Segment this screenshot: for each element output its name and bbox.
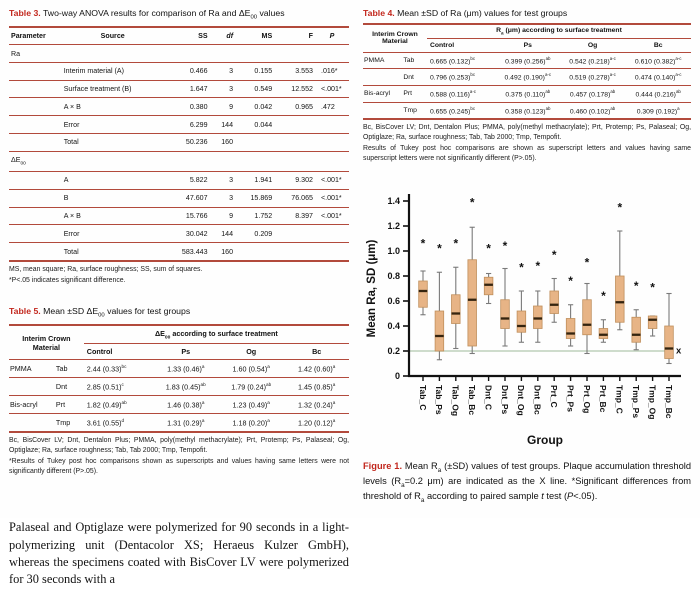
box-Tmp_Bc bbox=[665, 294, 674, 364]
table3-row bbox=[9, 62, 349, 80]
table-cell: Error bbox=[62, 116, 164, 134]
table3-row bbox=[9, 172, 349, 190]
brand-code-cell: Prt bbox=[402, 85, 427, 102]
table3-row bbox=[9, 134, 349, 152]
value-cell: 1.42 $(0.60)^a$ bbox=[298, 364, 336, 374]
table4-row bbox=[363, 52, 691, 69]
y-tick-label: 0.2 bbox=[387, 346, 400, 357]
box-rect bbox=[435, 311, 444, 351]
x-tick-label: Tmp_Bc bbox=[663, 385, 674, 419]
box-Dnt_Bc bbox=[534, 259, 543, 342]
table-cell: A × B bbox=[62, 98, 164, 116]
table-cell: 30.042 bbox=[164, 225, 210, 243]
table-cell: 15.766 bbox=[164, 207, 210, 225]
significance-star: * bbox=[617, 200, 623, 215]
table5-row bbox=[9, 360, 349, 378]
col-bc: Bc bbox=[284, 344, 349, 360]
table5-row bbox=[9, 414, 349, 432]
brand-code-cell: Dnt bbox=[55, 378, 84, 396]
x-tick-label: Tab_Og bbox=[450, 385, 461, 417]
material-cell: PMMA bbox=[10, 364, 32, 374]
table-cell: Surface treatment (B) bbox=[62, 80, 164, 98]
table5-row bbox=[9, 396, 349, 414]
table-cell bbox=[9, 62, 62, 80]
material-cell bbox=[363, 69, 402, 86]
table-cell bbox=[315, 243, 349, 261]
table-cell: B bbox=[62, 189, 164, 207]
significance-star: * bbox=[420, 236, 426, 251]
x-tick-label: Dnt_Ps bbox=[499, 385, 510, 415]
box-rect bbox=[468, 260, 477, 346]
table3-row bbox=[9, 189, 349, 207]
box-rect bbox=[484, 277, 493, 295]
value-cell: 0.665 $(0.132)^{bc}$ bbox=[429, 55, 476, 66]
table-cell bbox=[235, 243, 274, 261]
box-rect bbox=[501, 300, 510, 329]
table-cell: 5.822 bbox=[164, 172, 210, 190]
significance-star: * bbox=[453, 236, 459, 251]
col-df: df bbox=[210, 27, 236, 45]
value-cell: 0.309 $(0.192)^a$ bbox=[625, 102, 691, 119]
x-tick-label: Tmp_Og bbox=[647, 385, 658, 420]
table3-row bbox=[9, 207, 349, 225]
table-cell: 9 bbox=[210, 98, 236, 116]
table-cell: 6.299 bbox=[164, 116, 210, 134]
table5-title-text: Mean ±SD $\Delta E_{00}$ values for test groups bbox=[40, 305, 191, 319]
col-ps: Ps bbox=[153, 344, 218, 360]
table-cell bbox=[9, 98, 62, 116]
material-cell bbox=[9, 414, 55, 432]
col-og: Og bbox=[218, 344, 284, 360]
box-rect bbox=[452, 295, 461, 324]
table-cell: 144 bbox=[210, 225, 236, 243]
y-tick-label: 1.0 bbox=[387, 246, 400, 257]
material-cell: PMMA bbox=[364, 56, 385, 64]
box-rect bbox=[566, 319, 575, 339]
box-Tab_Bc bbox=[468, 196, 477, 354]
box-Tmp_Og bbox=[648, 281, 657, 337]
table3-param-row: Ra bbox=[9, 45, 349, 63]
table-cell: .016* bbox=[315, 62, 349, 80]
boxplot-svg bbox=[363, 190, 691, 450]
table5-footnote-abbrev: Bc, BisCover LV; Dnt, Dentalon Plus; PMMA, poly(methyl methacrylate); Prt, Protemp; Ps, Palaseal; Og, Optiglaze; Ra, surface roughness; Tab, Tab 2000; Tmp, Tempofit. bbox=[9, 437, 349, 455]
table-cell: 3 bbox=[210, 172, 236, 190]
body-paragraph: Palaseal and Optiglaze were polymerized for 90 seconds in a light-polymerizing unit (Dentacolor XS; Heraeus Kulzer GmbH), whereas the specimens coated with BisCover LV were polymerized for 30 seconds with a bbox=[9, 520, 349, 587]
table-cell: <.001* bbox=[315, 207, 349, 225]
table-cell: <.001* bbox=[315, 172, 349, 190]
table3-label: Table 3. bbox=[9, 8, 41, 18]
table-cell: 1.752 bbox=[235, 207, 274, 225]
value-cell: 1.33 $(0.46)^a$ bbox=[167, 364, 205, 374]
table-cell bbox=[9, 207, 62, 225]
table5-body bbox=[9, 360, 349, 432]
box-rect bbox=[616, 276, 625, 322]
brand-code-cell: Tab bbox=[55, 364, 68, 374]
threshold-line bbox=[410, 346, 682, 357]
value-cell: 0.444 $(0.216)^{ab}$ bbox=[625, 85, 691, 102]
table5-footnote-sig: *Results of Tukey post hoc comparisons shown as superscripts and values having same letters were not significantly different (P>.05). bbox=[9, 458, 349, 476]
y-tick-label: 0 bbox=[394, 371, 400, 382]
significance-star: * bbox=[486, 241, 491, 256]
y-tick-label: 0.8 bbox=[387, 271, 400, 282]
significance-star: * bbox=[519, 260, 524, 275]
table5-label: Table 5. bbox=[9, 305, 41, 316]
col-source: Source bbox=[62, 27, 164, 45]
x-tick-label: Tab_C bbox=[417, 385, 428, 411]
x-tick-label: Prt_C bbox=[549, 385, 559, 408]
x-tick-label: Tmp_C bbox=[614, 385, 625, 414]
table-cell: .472 bbox=[315, 98, 349, 116]
table-cell bbox=[315, 225, 349, 243]
table-cell: 3 bbox=[210, 189, 236, 207]
value-cell: 0.474 $(0.140)^{a-c}$ bbox=[625, 69, 691, 86]
value-cell: 1.83 $(0.45)^{ab}$ bbox=[153, 378, 218, 396]
table-cell bbox=[235, 134, 274, 152]
significance-star: * bbox=[633, 279, 639, 294]
significance-star: * bbox=[601, 289, 606, 304]
table5-row bbox=[9, 378, 349, 396]
significance-star: * bbox=[568, 274, 573, 289]
table3-footnote-abbrev: MS, mean square; Ra, surface roughness; SS, sum of squares. bbox=[9, 265, 203, 273]
significance-star: * bbox=[584, 255, 590, 270]
col-bc: Bc bbox=[625, 39, 691, 52]
table-cell: Total bbox=[62, 243, 164, 261]
box-Prt_Ps bbox=[566, 274, 575, 346]
table4-label: Table 4. bbox=[363, 8, 395, 18]
brand-code-cell: Prt bbox=[55, 396, 84, 414]
box-rect bbox=[665, 326, 674, 359]
col-control: Control bbox=[427, 39, 496, 52]
table-cell bbox=[9, 116, 62, 134]
value-cell: 0.460 $(0.102)^{ab}$ bbox=[560, 102, 626, 119]
box-Tmp_Ps bbox=[632, 279, 641, 350]
table5-span-header: $\Delta E_{00}$ according to surface treatment bbox=[84, 325, 349, 344]
col-ps: Ps bbox=[496, 39, 560, 52]
y-tick-label: 0.6 bbox=[387, 296, 400, 307]
box-Dnt_C bbox=[484, 242, 493, 304]
table3-section bbox=[9, 8, 349, 286]
value-cell: 1.79 $(0.24)^{ab}$ bbox=[218, 378, 284, 396]
table-cell: 0.155 bbox=[235, 62, 274, 80]
table-cell bbox=[9, 189, 62, 207]
table5-title bbox=[9, 306, 349, 320]
table-cell bbox=[9, 225, 62, 243]
col-parameter: Parameter bbox=[9, 27, 62, 45]
table-cell bbox=[274, 225, 315, 243]
table-cell: 9 bbox=[210, 207, 236, 225]
table4-footnote-tukey: Results of Tukey post hoc comparisons are shown as superscript letters and values having same superscript letters were not significantly different (P>.05). bbox=[363, 145, 691, 163]
significance-star: * bbox=[650, 280, 655, 295]
significance-star: * bbox=[437, 241, 442, 256]
box-rect bbox=[517, 311, 526, 332]
significance-star: * bbox=[469, 195, 475, 210]
box-Prt_Og bbox=[583, 256, 592, 354]
table-cell: 0.044 bbox=[235, 116, 274, 134]
brand-code-cell: Tab bbox=[403, 56, 415, 64]
table-cell: Error bbox=[62, 225, 164, 243]
table3-footnote-sig: *P<.05 indicates significant difference. bbox=[9, 276, 126, 284]
y-axis-title: Mean Ra, SD (μm) bbox=[366, 239, 378, 338]
x-tick-label: Prt_Ps bbox=[565, 385, 576, 413]
value-cell: 0.358 $(0.123)^{ab}$ bbox=[496, 102, 560, 119]
table-cell: A bbox=[62, 172, 164, 190]
table4-title bbox=[363, 8, 691, 19]
x-tick-label: Tab_Ps bbox=[434, 385, 445, 415]
value-cell: 3.61 $(0.55)^d$ bbox=[84, 414, 154, 432]
table-cell bbox=[9, 134, 62, 152]
table-cell bbox=[274, 116, 315, 134]
value-cell: 0.492 $(0.190)^{a-c}$ bbox=[496, 69, 560, 86]
right-column bbox=[363, 6, 691, 518]
table-cell bbox=[9, 172, 62, 190]
value-cell: 1.32 $(0.24)^a$ bbox=[284, 396, 349, 414]
box-Prt_C bbox=[550, 248, 559, 322]
box-Dnt_Ps bbox=[501, 239, 510, 346]
table3-row bbox=[9, 225, 349, 243]
table-cell: <.001* bbox=[315, 189, 349, 207]
table-cell: 3 bbox=[210, 62, 236, 80]
material-cell bbox=[363, 102, 402, 119]
table3 bbox=[9, 26, 349, 262]
table-cell: A × B bbox=[62, 207, 164, 225]
x-tick-label: Dnt_Bc bbox=[532, 385, 543, 415]
value-cell: 1.31 $(0.29)^a$ bbox=[153, 414, 218, 432]
material-cell: Bis-acryl bbox=[9, 396, 55, 414]
col-control: Control bbox=[84, 344, 154, 360]
figure1-caption: Figure 1. Mean $R_a$ (±SD) values of test groups. Plaque accumulation threshold levels ($R_a=0.2$ μm) are indicated as the X line. *Significant differences from threshold of $R_a$ according to paired sample t test (P<.05). bbox=[363, 461, 692, 505]
table3-body bbox=[9, 45, 349, 261]
table-cell bbox=[9, 243, 62, 261]
box-rect bbox=[648, 316, 657, 329]
value-cell: 0.519 $(0.278)^{a-c}$ bbox=[560, 69, 626, 86]
col-f: F bbox=[274, 27, 315, 45]
table-cell bbox=[274, 243, 315, 261]
table4 bbox=[363, 23, 691, 120]
significance-star: * bbox=[502, 239, 508, 254]
value-cell: 0.457 $(0.178)^{ab}$ bbox=[560, 85, 626, 102]
table4-title-text: Mean ±SD of Ra (μm) values for test groups bbox=[394, 8, 568, 18]
table-cell: 8.397 bbox=[274, 207, 315, 225]
x-tick-label: Prt_Bc bbox=[598, 385, 609, 413]
x-axis-title: Group bbox=[527, 433, 563, 448]
box-rect bbox=[419, 281, 428, 307]
table-cell: Total bbox=[62, 134, 164, 152]
table-cell: 0.209 bbox=[235, 225, 274, 243]
box-rect bbox=[632, 317, 641, 342]
col-og: Og bbox=[560, 39, 626, 52]
table-cell: 47.607 bbox=[164, 189, 210, 207]
value-cell: 0.655 $(0.245)^{bc}$ bbox=[427, 102, 496, 119]
table3-row bbox=[9, 243, 349, 261]
x-tick-label: Prt_Og bbox=[581, 385, 592, 414]
table-cell: 15.869 bbox=[235, 189, 274, 207]
value-cell: 0.588 $(0.116)^{a-c}$ bbox=[427, 85, 496, 102]
table-cell bbox=[315, 116, 349, 134]
table4-row bbox=[363, 85, 691, 102]
table-cell: 0.466 bbox=[164, 62, 210, 80]
significance-star: * bbox=[551, 248, 557, 263]
significance-star: * bbox=[535, 259, 541, 274]
table3-header-row bbox=[9, 27, 349, 45]
value-cell: 1.82 $(0.49)^{ab}$ bbox=[84, 396, 154, 414]
table-cell: 160 bbox=[210, 134, 236, 152]
table-cell: 12.552 bbox=[274, 80, 315, 98]
value-cell: 0.399 $(0.256)^{ab}$ bbox=[505, 55, 551, 66]
box-rect bbox=[599, 329, 608, 339]
table-cell: 144 bbox=[210, 116, 236, 134]
table-cell bbox=[9, 80, 62, 98]
y-tick-label: 1.2 bbox=[387, 221, 400, 232]
table5-col1-header: Interim Crown Material bbox=[9, 325, 84, 360]
value-cell: 2.85 $(0.51)^c$ bbox=[84, 378, 154, 396]
table-cell: 3.553 bbox=[274, 62, 315, 80]
table4-header-row1 bbox=[363, 24, 691, 39]
table4-span-header: $R_a$ (μm) according to surface treatment bbox=[427, 24, 691, 39]
table4-col1-header: Interim Crown Material bbox=[363, 24, 427, 52]
box-Tab_C bbox=[419, 237, 428, 315]
value-cell: 0.610 $(0.382)^{a-c}$ bbox=[634, 55, 682, 66]
table4-section bbox=[363, 8, 691, 164]
table-cell: 0.549 bbox=[235, 80, 274, 98]
table3-row bbox=[9, 98, 349, 116]
table3-param-row: $\Delta E_{00}$ bbox=[9, 151, 349, 171]
col-p: P bbox=[315, 27, 349, 45]
box-rect bbox=[534, 306, 543, 329]
table-cell bbox=[315, 134, 349, 152]
col-ss: SS bbox=[164, 27, 210, 45]
value-cell: 0.796 $(0.253)^{bc}$ bbox=[427, 69, 496, 86]
table-cell: Interim material (A) bbox=[62, 62, 164, 80]
value-cell: 1.18 $(0.20)^a$ bbox=[218, 414, 284, 432]
table3-row bbox=[9, 80, 349, 98]
y-tick-label: 0.4 bbox=[387, 321, 400, 332]
table-cell: 76.065 bbox=[274, 189, 315, 207]
table-cell: 1.647 bbox=[164, 80, 210, 98]
material-cell: Bis-acryl bbox=[363, 85, 402, 102]
table3-title-text: Two-way ANOVA results for comparison of Ra and $\Delta E_{00}$ values bbox=[40, 8, 285, 21]
box-rect bbox=[550, 291, 559, 314]
box-rect bbox=[583, 300, 592, 335]
brand-code-cell: Dnt bbox=[402, 69, 427, 86]
value-cell: 2.44 $(0.33)^{bc}$ bbox=[86, 364, 127, 374]
value-cell: 1.46 $(0.38)^a$ bbox=[153, 396, 218, 414]
table-cell: 50.236 bbox=[164, 134, 210, 152]
table-cell: 583.443 bbox=[164, 243, 210, 261]
table5 bbox=[9, 324, 349, 433]
table-cell: 3 bbox=[210, 80, 236, 98]
x-tick-label: Dnt_Og bbox=[516, 385, 527, 416]
table5-header-row1 bbox=[9, 325, 349, 344]
value-cell: 0.375 $(0.110)^{ab}$ bbox=[496, 85, 560, 102]
table-cell: 9.302 bbox=[274, 172, 315, 190]
box-Tmp_C bbox=[616, 201, 625, 330]
table5-section bbox=[9, 306, 349, 478]
x-tick-label: Tmp_Ps bbox=[631, 385, 641, 419]
table4-body bbox=[363, 52, 691, 119]
table-cell bbox=[274, 134, 315, 152]
threshold-x-label: x bbox=[676, 345, 682, 357]
box-Tab_Og bbox=[452, 237, 461, 349]
x-tick-label: Tab_Bc bbox=[467, 385, 477, 416]
value-cell: 1.45 $(0.85)^a$ bbox=[284, 378, 349, 396]
table-cell: 0.965 bbox=[274, 98, 315, 116]
table4-row bbox=[363, 69, 691, 86]
table-cell: 0.042 bbox=[235, 98, 274, 116]
table4-footnote-abbrev: Bc, BisCover LV; Dnt, Dentalon Plus; PMMA, poly(methyl methacrylate); Prt, Protemp; Ps, Palaseal; Og, Optiglaze; Ra, surface roughness; Tab, Tab 2000; Tmp, Tempofit. bbox=[363, 124, 691, 142]
box-Prt_Bc bbox=[599, 289, 608, 342]
table4-row bbox=[363, 102, 691, 119]
table-cell: 160 bbox=[210, 243, 236, 261]
value-cell: 1.23 $(0.49)^a$ bbox=[218, 396, 284, 414]
figure1 bbox=[363, 190, 691, 455]
table3-row bbox=[9, 116, 349, 134]
x-tick-label: Dnt_C bbox=[483, 385, 494, 411]
table-cell: <.001* bbox=[315, 80, 349, 98]
table-cell: 1.941 bbox=[235, 172, 274, 190]
value-cell: 0.542 $(0.218)^{a-c}$ bbox=[569, 55, 616, 66]
value-cell: 1.60 $(0.54)^a$ bbox=[232, 364, 270, 374]
table3-title bbox=[9, 8, 349, 22]
y-tick-label: 1.4 bbox=[387, 196, 400, 207]
box-Tab_Ps bbox=[435, 242, 444, 360]
value-cell: 1.20 $(0.12)^a$ bbox=[284, 414, 349, 432]
brand-code-cell: Tmp bbox=[55, 414, 84, 432]
left-column bbox=[9, 6, 349, 587]
brand-code-cell: Tmp bbox=[402, 102, 427, 119]
box-Dnt_Og bbox=[517, 261, 526, 343]
material-cell bbox=[9, 378, 55, 396]
table-cell: 0.380 bbox=[164, 98, 210, 116]
col-ms: MS bbox=[235, 27, 274, 45]
